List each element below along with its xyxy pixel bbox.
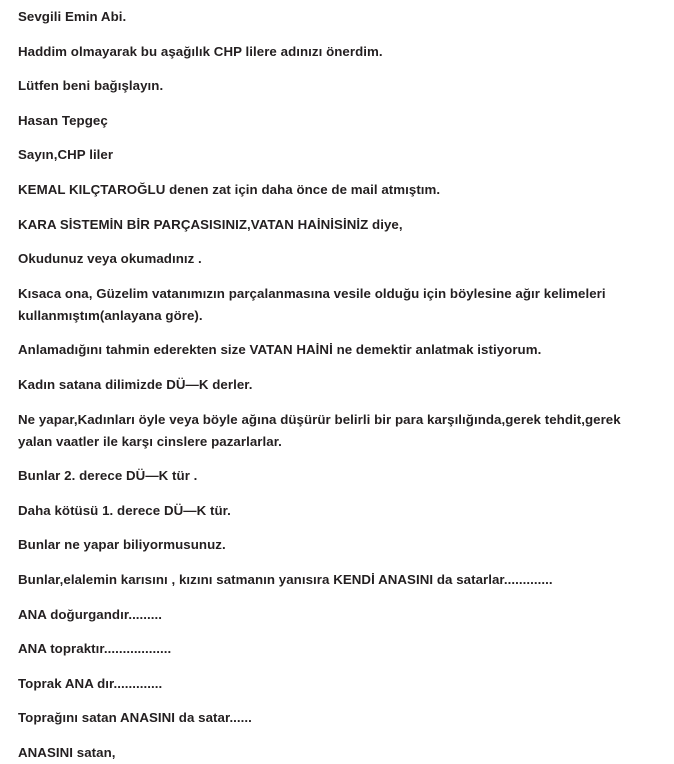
paragraph-16: Bunlar,elalemin karısını , kızını satmanın yanısıra KENDİ ANASINI da satarlar.............	[18, 571, 553, 587]
paragraph-9: Kısaca ona, Güzelim vatanımızın parçalanmasına vesile olduğu için böylesine ağır kelimeleri kullanmıştım(anlayana göre).	[18, 285, 610, 323]
paragraph-18: ANA topraktır..................	[18, 641, 172, 657]
paragraph-17: ANA doğurgandır.........	[18, 606, 163, 622]
paragraph-10: Anlamadığını tahmin ederekten size VATAN HAİNİ ne demektir anlatmak istiyorum.	[18, 342, 542, 358]
paragraph-6: KEMAL KILÇTAROĞLU denen zat için daha önce de mail atmıştım.	[18, 181, 441, 197]
paragraph-7: KARA SİSTEMİN BİR PARÇASISINIZ,VATAN HAİNİSİNİZ diye,	[18, 216, 403, 232]
paragraph-8: Okudunuz veya okumadınız .	[18, 251, 202, 267]
paragraph-5: Sayın,CHP liler	[18, 147, 114, 163]
paragraph-12: Ne yapar,Kadınları öyle veya böyle ağına düşürür belirli bir para karşılığında,gerek tehdit,gerek yalan vaatler ile karşı cinslere pazarlarlar.	[18, 411, 625, 449]
paragraph-1: Sevgili Emin Abi.	[18, 9, 127, 24]
paragraph-14: Daha kötüsü 1. derece DÜ—K tür.	[18, 502, 231, 518]
paragraph-13: Bunlar 2. derece DÜ—K tür .	[18, 468, 198, 484]
paragraph-3: Lütfen beni bağışlayın.	[18, 78, 164, 94]
paragraph-11: Kadın satana dilimizde DÜ—K derler.	[18, 376, 253, 392]
paragraph-21: ANASINI satan,	[18, 744, 116, 760]
paragraph-4: Hasan Tepgeç	[18, 112, 108, 128]
paragraph-19: Toprak ANA dır.............	[18, 675, 163, 691]
paragraph-20: Toprağını satan ANASINI da satar......	[18, 710, 252, 726]
paragraph-2: Haddim olmayarak bu aşağılık CHP lilere adınızı önerdim.	[18, 43, 383, 59]
paragraph-15: Bunlar ne yapar biliyormusunuz.	[18, 537, 226, 553]
